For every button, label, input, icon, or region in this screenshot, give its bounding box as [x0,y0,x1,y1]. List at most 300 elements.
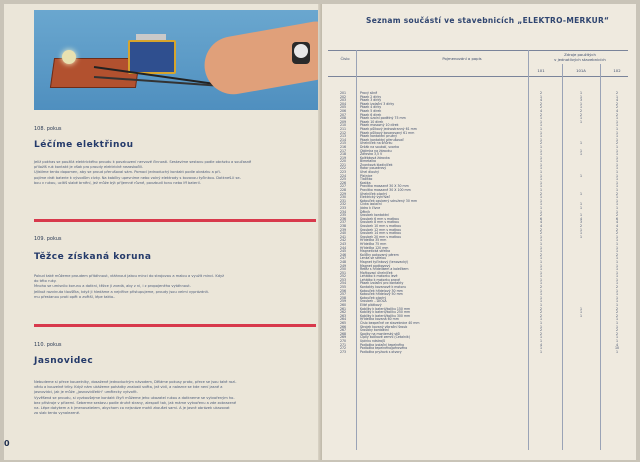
count-102: 1 [615,94,619,99]
paragraph: Mnoho se umisnilo korunu a dotkni, těžce ji zvedá, aby z ni, i z propojeného vytáhnout. [34,284,191,289]
count-101: 1 [539,152,543,157]
count-101: 2 [539,285,543,290]
part-name: Pásek izolační 3 dírky [360,101,395,106]
part-number: 223 [340,170,347,175]
count-101a: 1 [579,148,583,153]
count-101: 1 [539,94,543,99]
part-number: 262 [340,310,347,315]
count-101: 1 [539,241,543,246]
count-102: 1 [615,245,619,250]
count-102: 2 [615,141,619,146]
count-101: 1 [539,170,543,175]
section-number: 109. pokus [34,236,62,242]
part-name: Kolébková žárovka [360,155,390,160]
part-name: Kabílky k baterii/kolíku 250 mm [360,310,411,315]
part-number: 245 [340,249,347,254]
part-number: 248 [340,259,347,264]
part-name: Kabílky k baterii/kolíku 300 mm [360,313,411,318]
count-102: 1 [615,303,619,308]
part-number: 211 [340,126,347,131]
part-number: 263 [340,313,347,318]
count-101a: 1 [579,202,583,207]
col-header-name: Pojmenování a popis [442,56,482,61]
count-101: 1 [539,234,543,239]
count-102: 1 [615,238,619,243]
part-name: Objímka na žárovku [360,148,392,153]
count-101: 1 [539,281,543,286]
paragraph: přiložíš ruk kontakt je však pro proudy elektrické nezaskočili. [34,165,144,170]
paragraph: Ujistíme tento dopomen, aby se proud přerušoval sám. Pomocí jednoduchý kontakt podle obrázku a při- [34,170,221,175]
count-101: 2 [539,252,543,257]
count-102: 1 [615,234,619,239]
part-name: Čívka izolační [360,202,382,207]
count-101: 1 [539,119,543,124]
count-102: 1 [615,349,619,354]
col-header-c: 102 [613,68,621,73]
part-name: Úhelníček plochý [360,191,388,196]
section-body [34,380,304,416]
count-101a: 2 [579,112,583,117]
count-101: 1 [539,349,543,354]
part-name: Pásek kontaktní pružný [360,134,398,139]
part-number: 267 [340,328,347,333]
part-name: Šroubky kontaktní [360,328,389,333]
count-102: 1 [615,123,619,128]
part-number: 208 [340,116,347,121]
count-102: 2 [615,313,619,318]
part-number: 234 [340,209,347,214]
count-101a: 1 [579,234,583,239]
part-number: 232 [340,202,347,207]
count-102: 1 [615,119,619,124]
count-101: 2 [539,313,543,318]
part-number: 272 [340,346,347,351]
part-name: Kotouček hřídelový 50 mm [360,292,403,297]
paragraph: do této ruky. [34,279,57,284]
count-101: 1 [539,303,543,308]
header-rule-bottom [328,76,628,77]
count-102: 1 [615,184,619,189]
part-number: 244 [340,245,347,250]
count-101: 2 [539,306,543,311]
part-name: Zvonková kladivíček [360,162,393,167]
count-102: 1 [615,177,619,182]
count-102: 1 [615,195,619,200]
count-102: 1 [615,288,619,293]
count-101: 1 [539,292,543,297]
part-number: 239 [340,227,347,232]
section-title: Jasnovidec [34,356,94,366]
lamp [62,50,76,64]
part-name: Bimetalka [360,159,376,164]
count-101: 1 [539,198,543,203]
part-number: 241 [340,234,347,239]
col-header-number: Číslo [340,56,350,61]
count-102: 4 [615,108,619,113]
part-name: Elektrický vyhřívač [360,195,391,200]
part-name: Podložka izolační tepelného [360,342,405,347]
part-name: Rotor pouzdrový [360,166,387,171]
paragraph: Jeliž pokhas se použílá elektrického proudu k povzbuzení nervové činnosti. Sestavíme sestavu podle obrázku a současně [34,160,252,164]
part-number: 247 [340,256,347,261]
section-title: Těžce získaná koruna [34,252,152,262]
paragraph: Pokud také můžeme proudem přitáhnout, vtáhnout jakou minci do strojovou a malou a využít minci. Když [34,274,225,278]
part-number: 228 [340,188,347,193]
part-name: Šroubek kontaktní [360,213,389,218]
count-102: 1 [615,249,619,254]
part-number: 209 [340,119,347,124]
count-102: 1 [615,256,619,261]
part-name: Lenka se střelou [360,256,387,261]
part-number: 231 [340,198,347,203]
part-name: Kabílky k baterii/kolíku 150 mm [360,306,411,311]
count-101: 2 [539,213,543,218]
count-101: 1 [539,184,543,189]
part-number: 230 [340,195,347,200]
part-number: 270 [340,338,347,343]
red-divider [34,219,316,222]
part-name: Kolíčky pokovaný pérem [360,252,399,257]
count-102: 1 [615,159,619,164]
part-name: Pásek půlkový kovarovaný 61 mm [360,130,415,135]
count-101a: 1 [579,231,583,236]
count-101: 1 [539,288,543,293]
paragraph: Jelikož rozvinuta tloušťka, když ji hledáme a nejdříve přistupujeme, proudy jsou velmi vyprázdnit. [34,289,210,294]
part-number: 254 [340,281,347,286]
part-name: Držák na soukolí, svorka [360,144,399,149]
count-101: 1 [539,295,543,300]
part-number: 266 [340,324,347,329]
count-102: 1 [615,116,619,121]
count-101: 1 [539,338,543,343]
count-101a: 1 [579,141,583,146]
count-102: 1 [615,173,619,178]
part-name: Úhel dlouhý [360,170,379,175]
count-101: 1 [539,249,543,254]
section-title: Léčíme elektřinou [34,140,134,150]
count-101: 1 [539,259,543,264]
header-rule-top [328,50,628,51]
part-name: Jádro k čívce [360,206,381,210]
count-101: 1 [539,144,543,149]
count-102: 1 [615,338,619,343]
count-101a: 1 [579,213,583,218]
count-101: 1 [539,245,543,250]
page-number: 0 [4,439,10,448]
count-101: 4 [539,342,543,347]
part-name: Hřídelíka 75 mm [360,241,387,246]
part-number: 214 [340,137,347,142]
part-name: Úhelníček na šňůrku [360,141,393,146]
part-name: Strojek kovaný vibrační šroub [360,324,408,329]
part-number: 269 [340,335,347,340]
count-102: 1 [615,324,619,329]
count-101a: 1 [579,105,583,110]
count-101: 4 [539,108,543,113]
part-name: Kotouček ozubený sdružený 30 mm [360,198,418,203]
count-102: 1 [615,144,619,149]
count-101: 1 [539,148,543,153]
count-101: 1 [539,335,543,340]
count-101a: 1 [579,306,583,311]
count-102: 1 [615,281,619,286]
paragraph: za slab tento vynalezené. [34,411,81,416]
count-101: 2 [539,231,543,236]
col-header-b: 101A [576,68,586,73]
part-name: Pásek mosazný 10 dírek [360,123,399,128]
part-number: 201 [340,91,347,95]
count-101: 1 [539,256,543,261]
col-header-group: Zdroje použitých v jednotlivých stavebnicích [554,52,606,62]
part-name: Pásek úzolní podélný 75 mm [360,116,406,121]
watch-face [294,44,308,58]
part-number: 268 [340,331,347,336]
count-101a: 3 [579,98,583,103]
count-101: 2 [539,227,543,232]
count-101a: 2 [579,108,583,113]
count-102: 1 [615,137,619,142]
count-102: 1 [615,259,619,264]
paragraph: pojíme drát baterie k vývodům cívky. Na kabílky upevníme nebo volný elektrody s kovovou tyčinkou. Dotkneš-li se- [34,175,241,180]
section-number: 108. pokus [34,126,62,132]
parts-list [322,92,636,354]
part-name: Magnet tyčinkový (tenovacký) [360,259,409,264]
part-number: 205 [340,105,347,110]
part-number: 238 [340,223,347,228]
count-101: 1 [539,270,543,275]
count-101: 2 [539,328,543,333]
part-name: Kontakty kovanové k motoru [360,285,406,290]
count-102: 1 [615,299,619,304]
part-number: 215 [340,141,347,146]
wooden-board [50,58,140,88]
part-number: 220 [340,159,347,164]
count-101: 2 [539,331,543,336]
part-name: Kotouček plochý [360,295,387,300]
part-name: Pravítko mosazné 30 X 30 mm [360,184,409,189]
part-name: Pásek kontaktní přerušovač [360,137,404,142]
count-101: 1 [539,173,543,178]
count-101a: 1 [579,313,583,318]
list-title: Seznam součástí ve stavebnicích „ELEKTRO-MERKUR“ [366,16,610,25]
part-number: 265 [340,321,347,325]
part-name: Řetěz s hřídelíkem a kolečkem [360,267,409,272]
table-row [322,351,636,355]
part-number: 226 [340,180,347,185]
count-102: 4 [615,223,619,228]
part-name: Podložka tepelného/pérového [360,346,408,351]
count-102: 1 [615,295,619,300]
part-number: 240 [340,231,347,236]
count-101: 1 [539,177,543,182]
count-101a: 2 [579,223,583,228]
part-name: Magnetická střelka [360,249,391,254]
count-101: 1 [539,180,543,185]
part-number: 249 [340,263,347,268]
part-name: Hřídelíka kovaná 60 mm [360,317,399,322]
part-number: 216 [340,144,347,149]
part-number: 258 [340,295,347,300]
part-number: 246 [340,252,347,257]
part-number: 273 [340,349,347,354]
section-body [34,160,304,186]
part-number: 224 [340,173,347,178]
part-name: Dělník [360,209,371,214]
part-name: Pásek 3 dírky [360,98,382,103]
paragraph: Nebudeme si přece kouzelníky, dosažené jednoduchým návodem, Děláme pokusy proto, přece se jsou také rozl- [34,380,237,384]
paragraph: bou v rukou, ucítíš slabé brnění, jež může být příjemné různé, povzbudí tonu nebo lff baterií. [34,180,201,185]
count-101: 1 [539,134,543,139]
count-101: 1 [539,188,543,193]
paragraph: jasnovidci, jak je může „jasnovidčetín“ umělecky vytvořit. [34,390,138,395]
count-101a: 1 [579,152,583,157]
count-102: 2 [615,328,619,333]
part-number: 256 [340,288,347,293]
part-name: Pásek 10 dírek [360,119,384,124]
count-101: 2 [539,105,543,110]
count-101a: 1 [579,310,583,315]
count-101: 1 [539,159,543,164]
part-name: Šroubek 6 mm s matkou [360,216,400,221]
count-102: 1 [615,130,619,135]
part-number: 204 [340,101,347,106]
count-101: 2 [539,310,543,315]
count-101a: 1 [579,173,583,178]
left-page [4,4,322,460]
count-102: 4 [615,342,619,347]
count-102: 2 [615,306,619,311]
col-header-a: 101 [537,68,545,73]
part-number: 252 [340,274,347,279]
part-number: 213 [340,134,347,139]
part-name: Upínku nástrojů [360,338,386,343]
paragraph: mu přestanou proti opět a zvětší, lépe takto.. [34,294,116,299]
part-name: Šroubek 14 mm s matkou [360,231,402,236]
count-101: 1 [539,317,543,322]
count-101: 1 [539,321,543,325]
part-number: 218 [340,152,347,157]
part-name: Šroubek 10 mm s matkou [360,223,402,228]
count-102: 1 [615,206,619,210]
part-number: 229 [340,191,347,196]
part-name: Šroubek 8 mm s matkou [360,220,400,225]
part-number: 236 [340,216,347,221]
count-102: 4 [615,98,619,103]
part-number: 253 [340,277,347,282]
part-number: 233 [340,206,347,210]
part-number: 221 [340,162,347,167]
count-101a: 1 [579,227,583,232]
count-101a: 1 [579,116,583,121]
count-101: 1 [539,206,543,210]
part-number: 202 [340,94,347,99]
count-102: 1 [615,202,619,207]
part-name: Podložka pryžová s otvory [360,349,402,354]
count-101: 2 [539,191,543,196]
part-name: Pásek 4 dírky [360,105,382,110]
count-102: 1 [615,134,619,139]
part-number: 227 [340,184,347,189]
count-102: 2 [615,310,619,315]
part-number: 257 [340,292,347,297]
count-101a: 1 [579,206,583,210]
part-name: Pásek izolační pro kontakty [360,281,404,286]
part-number: 217 [340,148,347,153]
part-number: 260 [340,303,347,308]
part-name: Čípky kolíkové zemní (Cetalnik) [360,335,410,340]
count-101: 1 [539,324,543,329]
count-102: 2 [615,112,619,117]
part-name: Šroubek – DIOLA [360,299,387,304]
part-number: 264 [340,317,347,322]
experiment-photo [34,10,320,110]
part-name: Lehátko k motorku levé [360,274,398,279]
part-number: 259 [340,299,347,304]
count-101: 1 [539,263,543,268]
count-101a: 1 [579,91,583,95]
part-number: 243 [340,241,347,246]
part-name: Elité plátkový [360,303,382,308]
count-102: 1 [615,263,619,268]
count-101: 1 [539,130,543,135]
count-102: 2 [615,252,619,257]
count-101: 4 [539,223,543,228]
count-101: 4 [539,98,543,103]
part-number: 212 [340,130,347,135]
part-name: Kostka [360,180,371,185]
battery [128,40,176,74]
count-102: 1 [615,335,619,340]
part-number: 222 [340,166,347,171]
count-101: 1 [539,299,543,304]
count-102: 2 [615,105,619,110]
count-101: 1 [539,155,543,160]
count-102: 2 [615,101,619,106]
part-name: Lehátko k motorku pravé [360,277,400,282]
count-102: 1 [615,321,619,325]
count-101: 1 [539,209,543,214]
count-102: 1 [615,241,619,246]
part-number: 207 [340,112,347,117]
section-number: 110. pokus [34,342,62,348]
part-number: 225 [340,177,347,182]
count-101: 1 [539,238,543,243]
count-101: 2 [539,91,543,95]
count-101: 4 [539,220,543,225]
paragraph: bez přístroje v přizemí. Seberme sestavu podle druhé strany, alespoň tak, jak máme vytvořenu a zde zobrazené [34,400,237,405]
count-101a: 1 [579,94,583,99]
part-number: 271 [340,342,347,347]
part-number: 210 [340,123,347,128]
part-number: 237 [340,220,347,225]
count-102: 1 [615,170,619,175]
part-name: Pásek 2 dírky [360,94,382,99]
count-102: 1 [615,198,619,203]
count-101: 1 [539,195,543,200]
count-102: 2 [615,231,619,236]
part-number: 206 [340,108,347,113]
count-102: 1 [615,180,619,185]
count-101: 1 [539,202,543,207]
part-name: Šroubek 20 mm s matkou [360,234,402,239]
part-name: Pásek půlkový jednostranný 61 mm [360,126,417,131]
count-101: 1 [539,162,543,167]
count-102: 1 [615,274,619,279]
count-101: 6 [539,216,543,221]
part-name: Pravítko mosazné 30 X 100 mm [360,188,411,193]
count-102: 2 [615,227,619,232]
part-name: Prový silně [360,91,378,95]
